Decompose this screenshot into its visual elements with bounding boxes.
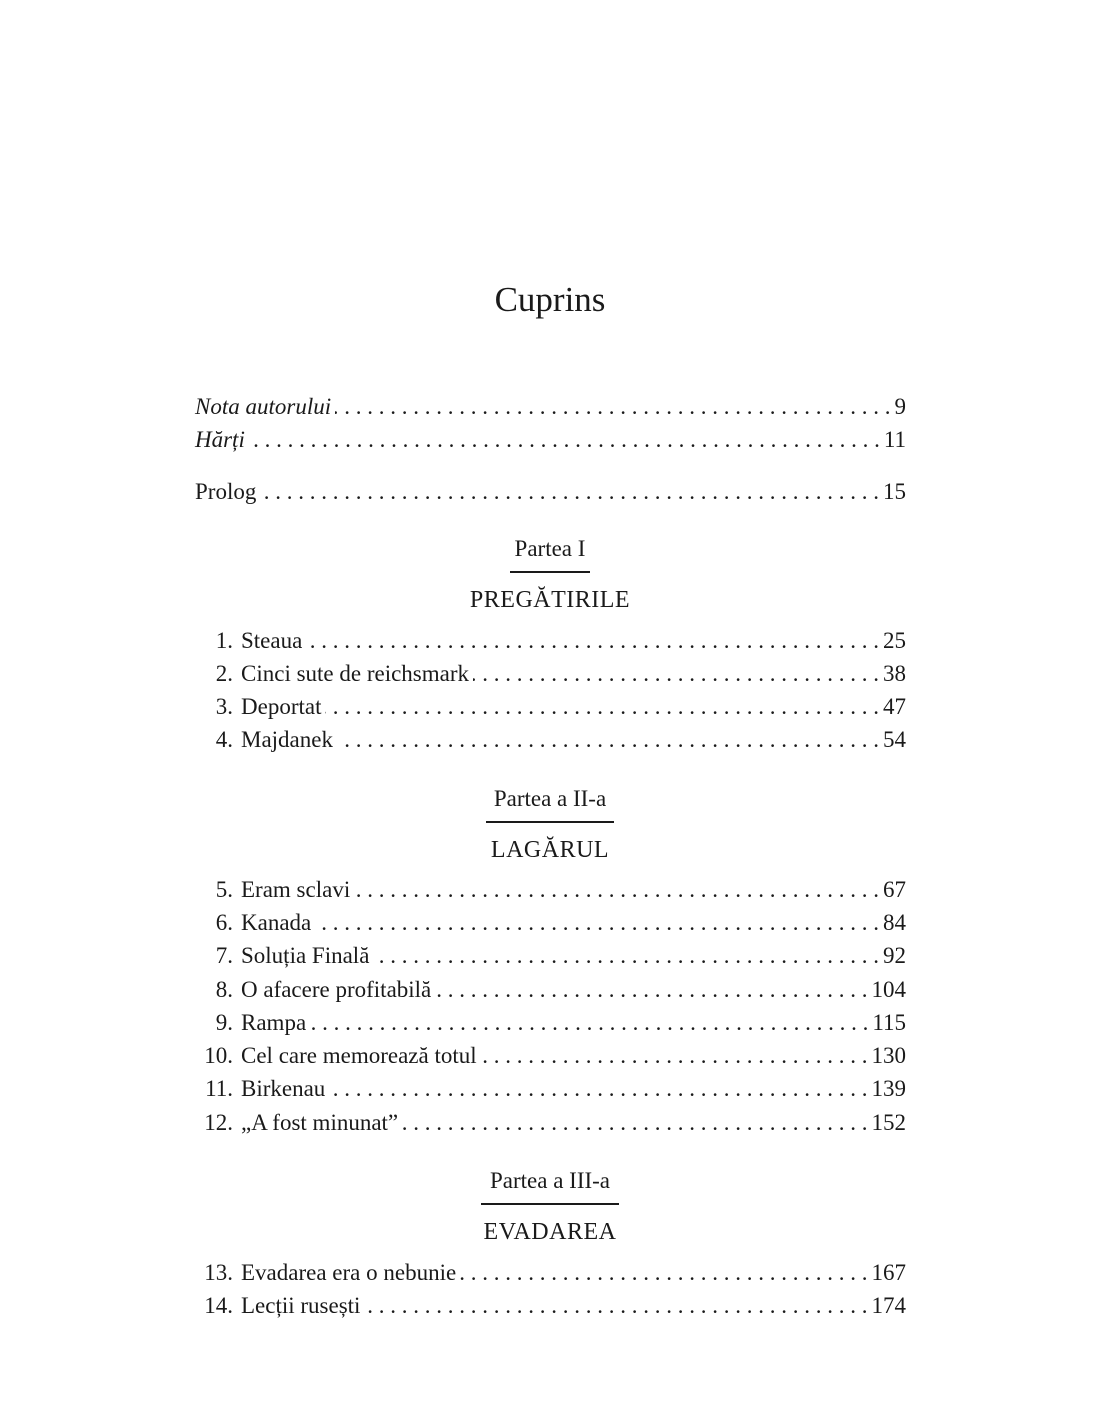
entry-title: Birkenau — [241, 1076, 326, 1101]
part-divider — [481, 1203, 619, 1205]
dot-leader — [373, 941, 879, 971]
page-number: 54 — [883, 727, 906, 752]
part-label: Partea a III-a — [489, 1168, 611, 1193]
chapter-number: 12. — [204, 1110, 233, 1135]
page-number: 167 — [871, 1260, 906, 1285]
toc-entry[interactable] — [195, 477, 906, 507]
dot-leader — [402, 1108, 867, 1138]
toc-entry[interactable] — [195, 908, 906, 938]
entry-title: Lecții rusești — [241, 1293, 361, 1318]
section-title: EVADAREA — [483, 1219, 617, 1245]
dot-leader — [337, 725, 879, 755]
chapter-number: 13. — [204, 1260, 233, 1285]
dot-leader — [473, 659, 879, 689]
dot-leader — [315, 908, 879, 938]
chapter-number: 7. — [215, 943, 233, 968]
page-title: Cuprins — [494, 280, 606, 319]
part-label: Partea a II-a — [493, 786, 607, 811]
toc-entry[interactable] — [195, 725, 906, 755]
entry-title: Eram sclavi — [241, 877, 351, 902]
entry-title: „A fost minunat” — [241, 1110, 399, 1135]
dot-leader — [249, 425, 880, 455]
toc-entry[interactable] — [195, 975, 906, 1005]
dot-leader — [325, 692, 879, 722]
toc-entry[interactable] — [195, 626, 906, 656]
toc-entry[interactable] — [195, 392, 906, 422]
page-number: 130 — [871, 1043, 906, 1068]
entry-title: Rampa — [241, 1010, 307, 1035]
chapter-number: 14. — [204, 1293, 233, 1318]
chapter-number: 4. — [215, 727, 233, 752]
section-title: PREGĂTIRILE — [469, 587, 631, 613]
page-number: 92 — [883, 943, 906, 968]
chapter-number: 10. — [204, 1043, 233, 1068]
toc-entry[interactable] — [195, 1258, 906, 1288]
part-label: Partea I — [514, 536, 586, 561]
dot-leader — [310, 1008, 868, 1038]
part-divider — [510, 571, 590, 573]
dot-leader — [329, 1074, 867, 1104]
chapter-number: 2. — [215, 661, 233, 686]
entry-title: Prolog — [195, 479, 257, 504]
entry-title: Soluția Finală — [241, 943, 370, 968]
page-number: 15 — [883, 479, 906, 504]
toc-entry[interactable] — [195, 1008, 906, 1038]
dot-leader — [260, 477, 879, 507]
toc-entry[interactable] — [195, 1074, 906, 1104]
page-number: 38 — [883, 661, 906, 686]
entry-title: Nota autorului — [195, 394, 332, 419]
page-number: 11 — [883, 427, 906, 452]
page-number: 25 — [883, 628, 906, 653]
entry-title: Majdanek — [241, 727, 333, 752]
toc-entry[interactable] — [195, 875, 906, 905]
chapter-number: 1. — [215, 628, 233, 653]
entry-title: Kanada — [241, 910, 312, 935]
section-title: LAGĂRUL — [490, 837, 610, 863]
page-number: 139 — [871, 1076, 906, 1101]
toc-entry[interactable] — [195, 1108, 906, 1138]
page-number: 152 — [871, 1110, 906, 1135]
dot-leader — [460, 1258, 867, 1288]
part-divider — [486, 821, 614, 823]
entry-title: Evadarea era o nebunie — [241, 1260, 457, 1285]
page-number: 115 — [872, 1010, 906, 1035]
dot-leader — [335, 392, 890, 422]
chapter-number: 6. — [215, 910, 233, 935]
chapter-number: 5. — [215, 877, 233, 902]
chapter-number: 3. — [215, 694, 233, 719]
chapter-number: 8. — [215, 977, 233, 1002]
chapter-number: 11. — [205, 1076, 233, 1101]
page-number: 104 — [871, 977, 906, 1002]
entry-title: Steaua — [241, 628, 303, 653]
page-number: 84 — [883, 910, 906, 935]
toc-entry[interactable] — [195, 1041, 906, 1071]
toc-entry[interactable] — [195, 1291, 906, 1321]
entry-title: O afacere profitabilă — [241, 977, 432, 1002]
entry-title: Deportat — [241, 694, 322, 719]
chapter-number: 9. — [215, 1010, 233, 1035]
dot-leader — [481, 1041, 868, 1071]
page-number: 9 — [894, 394, 906, 419]
toc-entry[interactable] — [195, 425, 906, 455]
dot-leader — [306, 626, 879, 656]
entry-title: Cinci sute de reichsmark — [241, 661, 470, 686]
toc-entry[interactable] — [195, 941, 906, 971]
toc-entry[interactable] — [195, 692, 906, 722]
entry-title: Cel care memorează totul — [241, 1043, 477, 1068]
entry-title: Hărți — [195, 427, 245, 452]
page-number: 47 — [883, 694, 906, 719]
dot-leader — [354, 875, 879, 905]
page-number: 67 — [883, 877, 906, 902]
toc-entry[interactable] — [195, 659, 906, 689]
dot-leader — [435, 975, 867, 1005]
dot-leader — [364, 1291, 867, 1321]
page-number: 174 — [871, 1293, 906, 1318]
